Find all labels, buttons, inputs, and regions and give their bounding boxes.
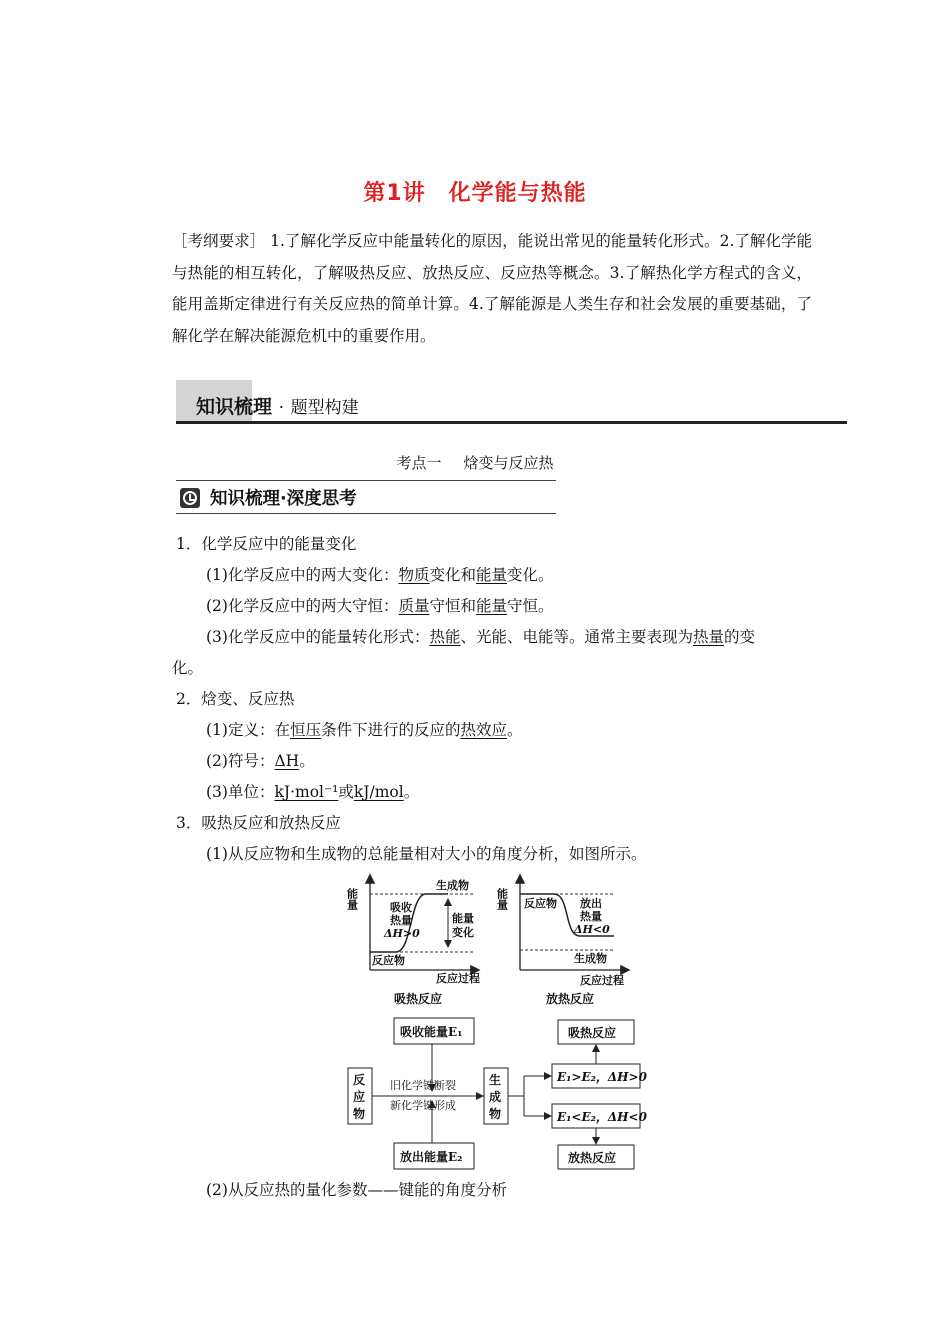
section-header — [180, 485, 357, 510]
endo-x-label: 反应过程 — [436, 972, 480, 985]
s1-p3-cont: 化。 — [172, 659, 204, 677]
endo-top-label: 生成物 — [436, 879, 469, 892]
blank: 质量 — [398, 597, 430, 615]
exo-caption: 放热反应 — [546, 992, 595, 1006]
blank: kJ/mol — [353, 783, 404, 801]
banner-sub: 题型构建 — [290, 398, 359, 418]
blank: 物质 — [398, 566, 430, 584]
flow-endo: 吸热反应 — [568, 1026, 617, 1040]
s2-p2: (2)符号：ΔH。 — [206, 752, 315, 770]
endo-inner2: 热量 — [390, 914, 412, 927]
section-rule-bottom — [176, 513, 556, 514]
flow-cond2: E₁<E₂，ΔH<0 — [557, 1110, 647, 1124]
flow-mid2: 新化学键形成 — [390, 1099, 456, 1112]
s1-p2: (2)化学反应中的两大守恒：质量守恒和能量守恒。 — [206, 597, 554, 615]
exo-inner3: ΔH<0 — [574, 923, 610, 936]
s3-p1: (1)从反应物和生成物的总能量相对大小的角度分析，如图所示。 — [206, 845, 647, 863]
s2-p3: (3)单位：kJ·mol⁻¹或kJ/mol。 — [206, 783, 420, 801]
blank: ΔH — [274, 752, 300, 770]
energy-diagrams — [338, 870, 658, 1170]
flow-release: 放出能量E₂ — [400, 1150, 463, 1164]
flow-absorb: 吸收能量E₁ — [400, 1025, 463, 1039]
s2-p1: (1)定义：在恒压条件下进行的反应的热效应。 — [206, 721, 523, 739]
blank: 能量 — [476, 597, 508, 615]
banner-title — [196, 392, 359, 419]
endo-side2: 变化 — [452, 926, 474, 939]
blank: kJ·mol⁻¹ — [274, 783, 339, 801]
blank: 能量 — [476, 566, 508, 584]
s3-heading: 3．吸热反应和放热反应 — [176, 814, 341, 832]
flow-product-3: 物 — [489, 1107, 502, 1121]
exo-inner1: 放出 — [580, 897, 602, 910]
kaodian-label: 考点一 — [396, 454, 442, 472]
banner-rule — [176, 421, 847, 424]
endo-bottom-label: 反应物 — [372, 954, 405, 967]
endo-inner1: 吸收 — [390, 901, 412, 914]
exo-y-label: 能量 — [495, 888, 509, 910]
exo-inner2: 热量 — [580, 910, 602, 923]
endo-inner3: ΔH>0 — [384, 927, 420, 940]
blank: 热量 — [693, 628, 725, 646]
s1-heading: 1．化学反应中的能量变化 — [176, 535, 357, 553]
exo-x-label: 反应过程 — [580, 974, 624, 987]
banner-dot: · — [278, 398, 285, 418]
s3-p2: (2)从反应热的量化参数——键能的角度分析 — [206, 1181, 507, 1199]
section-title: 知识梳理·深度思考 — [210, 489, 357, 509]
kaodian-text: 焓变与反应热 — [463, 454, 554, 472]
blank: 热能 — [429, 628, 461, 646]
flow-product-1: 生 — [489, 1073, 502, 1087]
flow-mid1: 旧化学键断裂 — [390, 1079, 456, 1092]
flow-exo: 放热反应 — [568, 1151, 617, 1165]
section-rule-top — [176, 480, 556, 481]
endo-y-label: 能量 — [345, 888, 359, 910]
endo-caption: 吸热反应 — [394, 992, 443, 1006]
exothermic-chart — [496, 876, 629, 1006]
syllabus-requirements: ［考纲要求］ 1.了解化学反应中能量转化的原因，能说出常见的能量转化形式。2.了解化学能与热能的相互转化，了解吸热反应、放热反应、反应热等概念。3.了解热化学方程式的含义，能用盖斯定律进行有关反应热的简单计算。4.了解能源是人类生存和社会发展的重要基础，了解化学在解决能源危机中的重要作用。 — [172, 232, 812, 345]
flow-reactant-1: 反 — [353, 1073, 366, 1087]
flow-cond1: E₁>E₂，ΔH>0 — [557, 1070, 647, 1084]
endothermic-chart — [346, 876, 481, 1006]
exo-bottom-label: 生成物 — [574, 952, 607, 965]
exo-top-label: 反应物 — [524, 897, 557, 910]
s1-p1: (1)化学反应中的两大变化：物质变化和能量变化。 — [206, 566, 554, 584]
s2-heading: 2．焓变、反应热 — [176, 690, 295, 708]
bond-energy-flow — [348, 1018, 648, 1169]
endo-side1: 能量 — [452, 912, 474, 925]
page-title: 第1讲 化学能与热能 — [363, 181, 587, 206]
banner-main: 知识梳理 — [196, 396, 273, 418]
clock-icon — [180, 488, 200, 508]
kaodian-heading — [0, 452, 950, 473]
blank: 恒压 — [289, 721, 321, 739]
flow-reactant-2: 应 — [353, 1090, 366, 1104]
blank: 热效应 — [460, 721, 508, 739]
flow-product-2: 成 — [489, 1090, 502, 1104]
flow-reactant-3: 物 — [353, 1107, 366, 1121]
s1-p3: (3)化学反应中的能量转化形式：热能、光能、电能等。通常主要表现为热量的变 — [206, 628, 756, 646]
